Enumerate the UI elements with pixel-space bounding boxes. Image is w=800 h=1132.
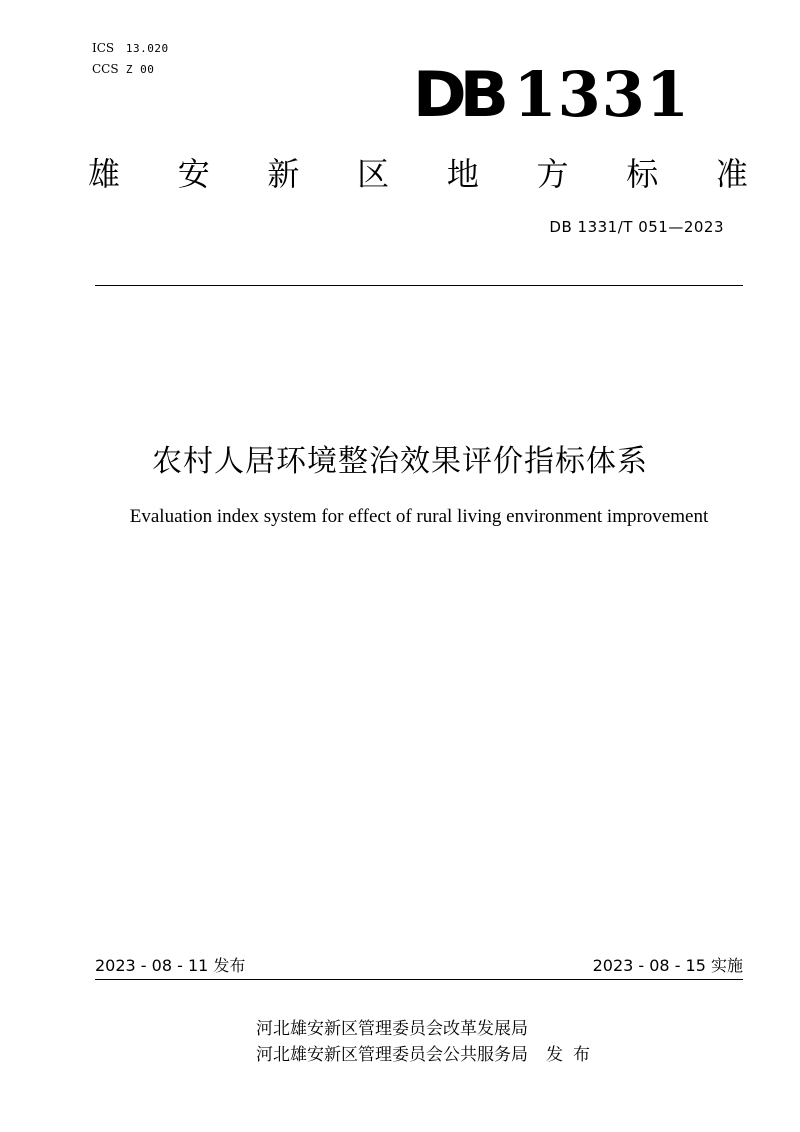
db-logo-number: 1331	[513, 58, 690, 131]
ccs-line	[92, 59, 169, 80]
ccs-code: Z 00	[125, 63, 155, 76]
issue-date: 2023 - 08 - 11 发布	[95, 956, 246, 975]
issuer-name: 河北雄安新区管理委员会改革发展局	[256, 1019, 528, 1039]
standard-type-char: 雄	[88, 155, 121, 193]
ics-label: ICS	[92, 41, 115, 55]
standard-type-char: 准	[715, 155, 748, 193]
issue-label: 发布	[546, 1045, 600, 1065]
classification-codes	[92, 38, 169, 80]
standard-type-char: 新	[267, 155, 300, 193]
top-divider	[95, 285, 743, 286]
db-standard-logo	[412, 58, 690, 131]
document-title-english: Evaluation index system for effect of rural living environment improvement	[129, 506, 709, 527]
document-title-chinese: 农村人居环境整治效果评价指标体系	[152, 444, 648, 479]
issuer-name: 河北雄安新区管理委员会公共服务局	[256, 1045, 528, 1065]
standard-type-char: 方	[536, 155, 569, 193]
ics-line	[92, 38, 169, 59]
standard-type-char: 安	[177, 155, 210, 193]
issuer-line-2	[256, 1042, 600, 1068]
standard-type-heading	[88, 152, 748, 196]
standard-number: DB 1331/T 051—2023	[549, 218, 724, 236]
issuer-line-1	[256, 1016, 600, 1042]
ics-code: 13.020	[125, 42, 169, 55]
db-logo-mark: DB	[412, 58, 502, 131]
standard-type-char: 地	[446, 155, 479, 193]
standard-type-char: 标	[626, 155, 659, 193]
standard-type-char: 区	[357, 155, 390, 193]
ccs-label: CCS	[92, 62, 119, 76]
date-row	[95, 955, 743, 977]
issuing-authorities	[256, 1016, 600, 1068]
bottom-divider	[95, 979, 743, 980]
effective-date: 2023 - 08 - 15 实施	[592, 956, 743, 975]
